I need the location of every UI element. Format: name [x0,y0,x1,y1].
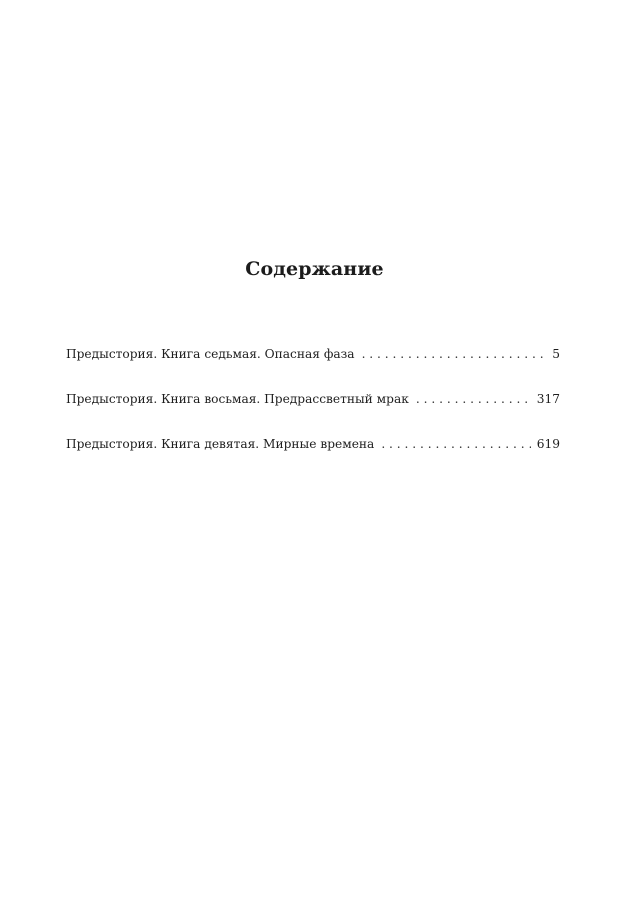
toc-entry-title: Предыстория. Книга седьмая. Опасная фаза [66,347,355,361]
toc-entry [66,388,560,410]
toc-entry-title: Предыстория. Книга девятая. Мирные времена [66,437,375,451]
toc-page-number: 5 [552,347,560,361]
toc-page-number: 619 [536,437,560,451]
toc-page-number: 317 [536,392,560,406]
dot-leader [416,388,531,410]
toc-entry [66,433,560,455]
toc-entry [66,343,560,365]
toc-entry-title: Предыстория. Книга восьмая. Предрассветный мрак [66,392,409,406]
dot-leader [362,343,547,365]
toc-title: Содержание [245,258,384,280]
toc-list [66,343,560,478]
dot-leader [381,433,530,455]
